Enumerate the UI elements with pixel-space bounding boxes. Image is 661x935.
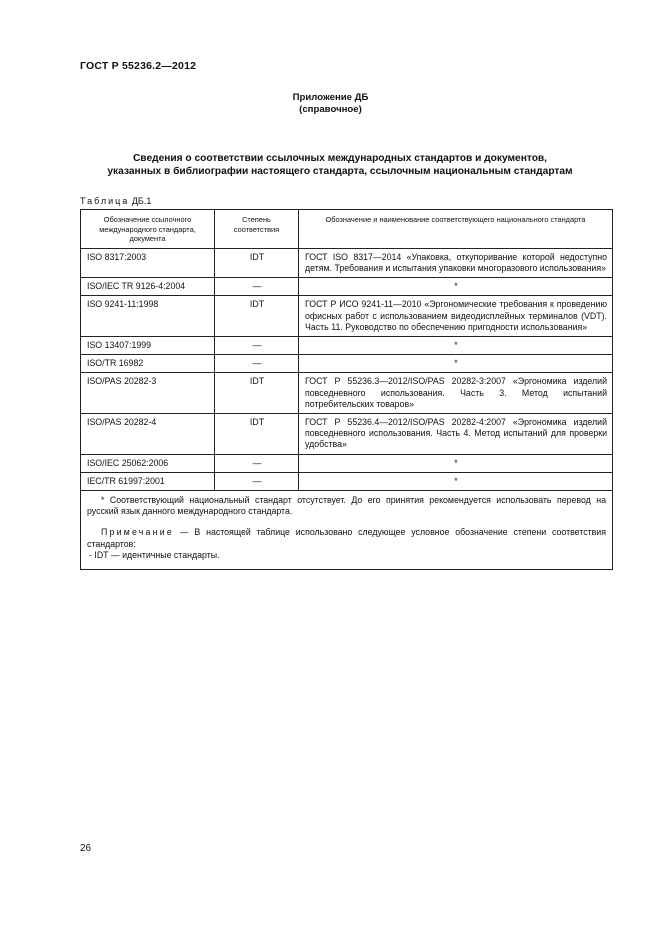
cell-degree: —	[215, 454, 299, 472]
table-caption-number: ДБ.1	[131, 196, 152, 206]
table-row	[81, 248, 613, 277]
cell-national: ГОСТ Р 55236.4—2012/ISO/PAS 20282-4:2007 «Эргономика изделий повседневного использования. Часть 4. Метод испытаний для проверки удобства»	[299, 414, 613, 455]
table-row	[81, 454, 613, 472]
table-caption-word: Таблица	[80, 196, 130, 206]
cell-ref: ISO/IEC 25062:2006	[81, 454, 215, 472]
note-label: Примечание	[101, 527, 174, 538]
section-heading-line-2: указанных в библиографии настоящего стандарта, ссылочным национальным стандартам	[107, 166, 573, 177]
cell-degree: —	[215, 472, 299, 490]
cell-degree: —	[215, 337, 299, 355]
table-row	[81, 355, 613, 373]
header-degree: Степень соответствия	[215, 210, 299, 249]
cell-national: ГОСТ Р 55236.3—2012/ISO/PAS 20282-3:2007 «Эргономика изделий повседневного использования. Часть 3. Метод испытаний потребительских товаров»	[299, 373, 613, 414]
cell-ref: ISO 9241-11:1998	[81, 296, 215, 337]
header-national-standard: Обозначение и наименование соответствующего национального стандарта	[299, 210, 613, 249]
table-caption	[80, 196, 151, 206]
cell-national: *	[299, 355, 613, 373]
page-number: 26	[80, 843, 92, 854]
cell-national: *	[299, 472, 613, 490]
cell-degree: IDT	[215, 373, 299, 414]
table-row	[81, 373, 613, 414]
table-row	[81, 472, 613, 490]
appendix-subtitle: (справочное)	[299, 104, 362, 115]
cell-national: *	[299, 454, 613, 472]
appendix-title: Приложение ДБ	[292, 92, 369, 103]
cell-national: ГОСТ ISO 8317—2014 «Упаковка, откупоривание которой недоступно детям. Требования и испытания упаковки многоразового использования»	[299, 248, 613, 277]
table-header-row	[81, 210, 613, 249]
note-text: — В настоящей таблице использовано следующее условное обозначение степени соответствия стандартов:	[87, 527, 606, 549]
cell-ref: ISO 13407:1999	[81, 337, 215, 355]
document-code: ГОСТ Р 55236.2—2012	[80, 60, 197, 72]
cell-degree: IDT	[215, 296, 299, 337]
cell-national: ГОСТ Р ИСО 9241-11—2010 «Эргономические требования к проведению офисных работ с использованием видеодисплейных терминалов (VDT). Часть 11. Руководство по обеспечению пригодности использования»	[299, 296, 613, 337]
table-row	[81, 337, 613, 355]
table-row	[81, 414, 613, 455]
section-heading-line-1: Сведения о соответствии ссылочных международных стандартов и документов,	[132, 153, 548, 164]
table-row	[81, 296, 613, 337]
cell-ref: ISO 8317:2003	[81, 248, 215, 277]
cell-degree: IDT	[215, 248, 299, 277]
header-international-ref: Обозначение ссылочного международного стандарта, документа	[81, 210, 215, 249]
table-note	[87, 527, 606, 549]
note-item: - IDT — идентичные стандарты.	[89, 549, 220, 560]
correspondence-table	[80, 209, 613, 570]
cell-ref: ISO/TR 16982	[81, 355, 215, 373]
cell-ref: ISO/IEC TR 9126-4:2004	[81, 278, 215, 296]
table-row	[81, 278, 613, 296]
cell-ref: ISO/PAS 20282-4	[81, 414, 215, 455]
table-footnote: * Соответствующий национальный стандарт отсутствует. До его принятия рекомендуется использовать перевод на русский язык данного международного стандарта.	[87, 495, 606, 517]
section-heading	[70, 152, 610, 178]
cell-ref: ISO/PAS 20282-3	[81, 373, 215, 414]
cell-national: *	[299, 337, 613, 355]
cell-ref: IEC/TR 61997:2001	[81, 472, 215, 490]
table-footer-cell	[81, 491, 613, 570]
appendix-heading	[0, 92, 661, 116]
cell-degree: —	[215, 278, 299, 296]
cell-degree: IDT	[215, 414, 299, 455]
cell-degree: —	[215, 355, 299, 373]
table-footer-row	[81, 491, 613, 570]
cell-national: *	[299, 278, 613, 296]
